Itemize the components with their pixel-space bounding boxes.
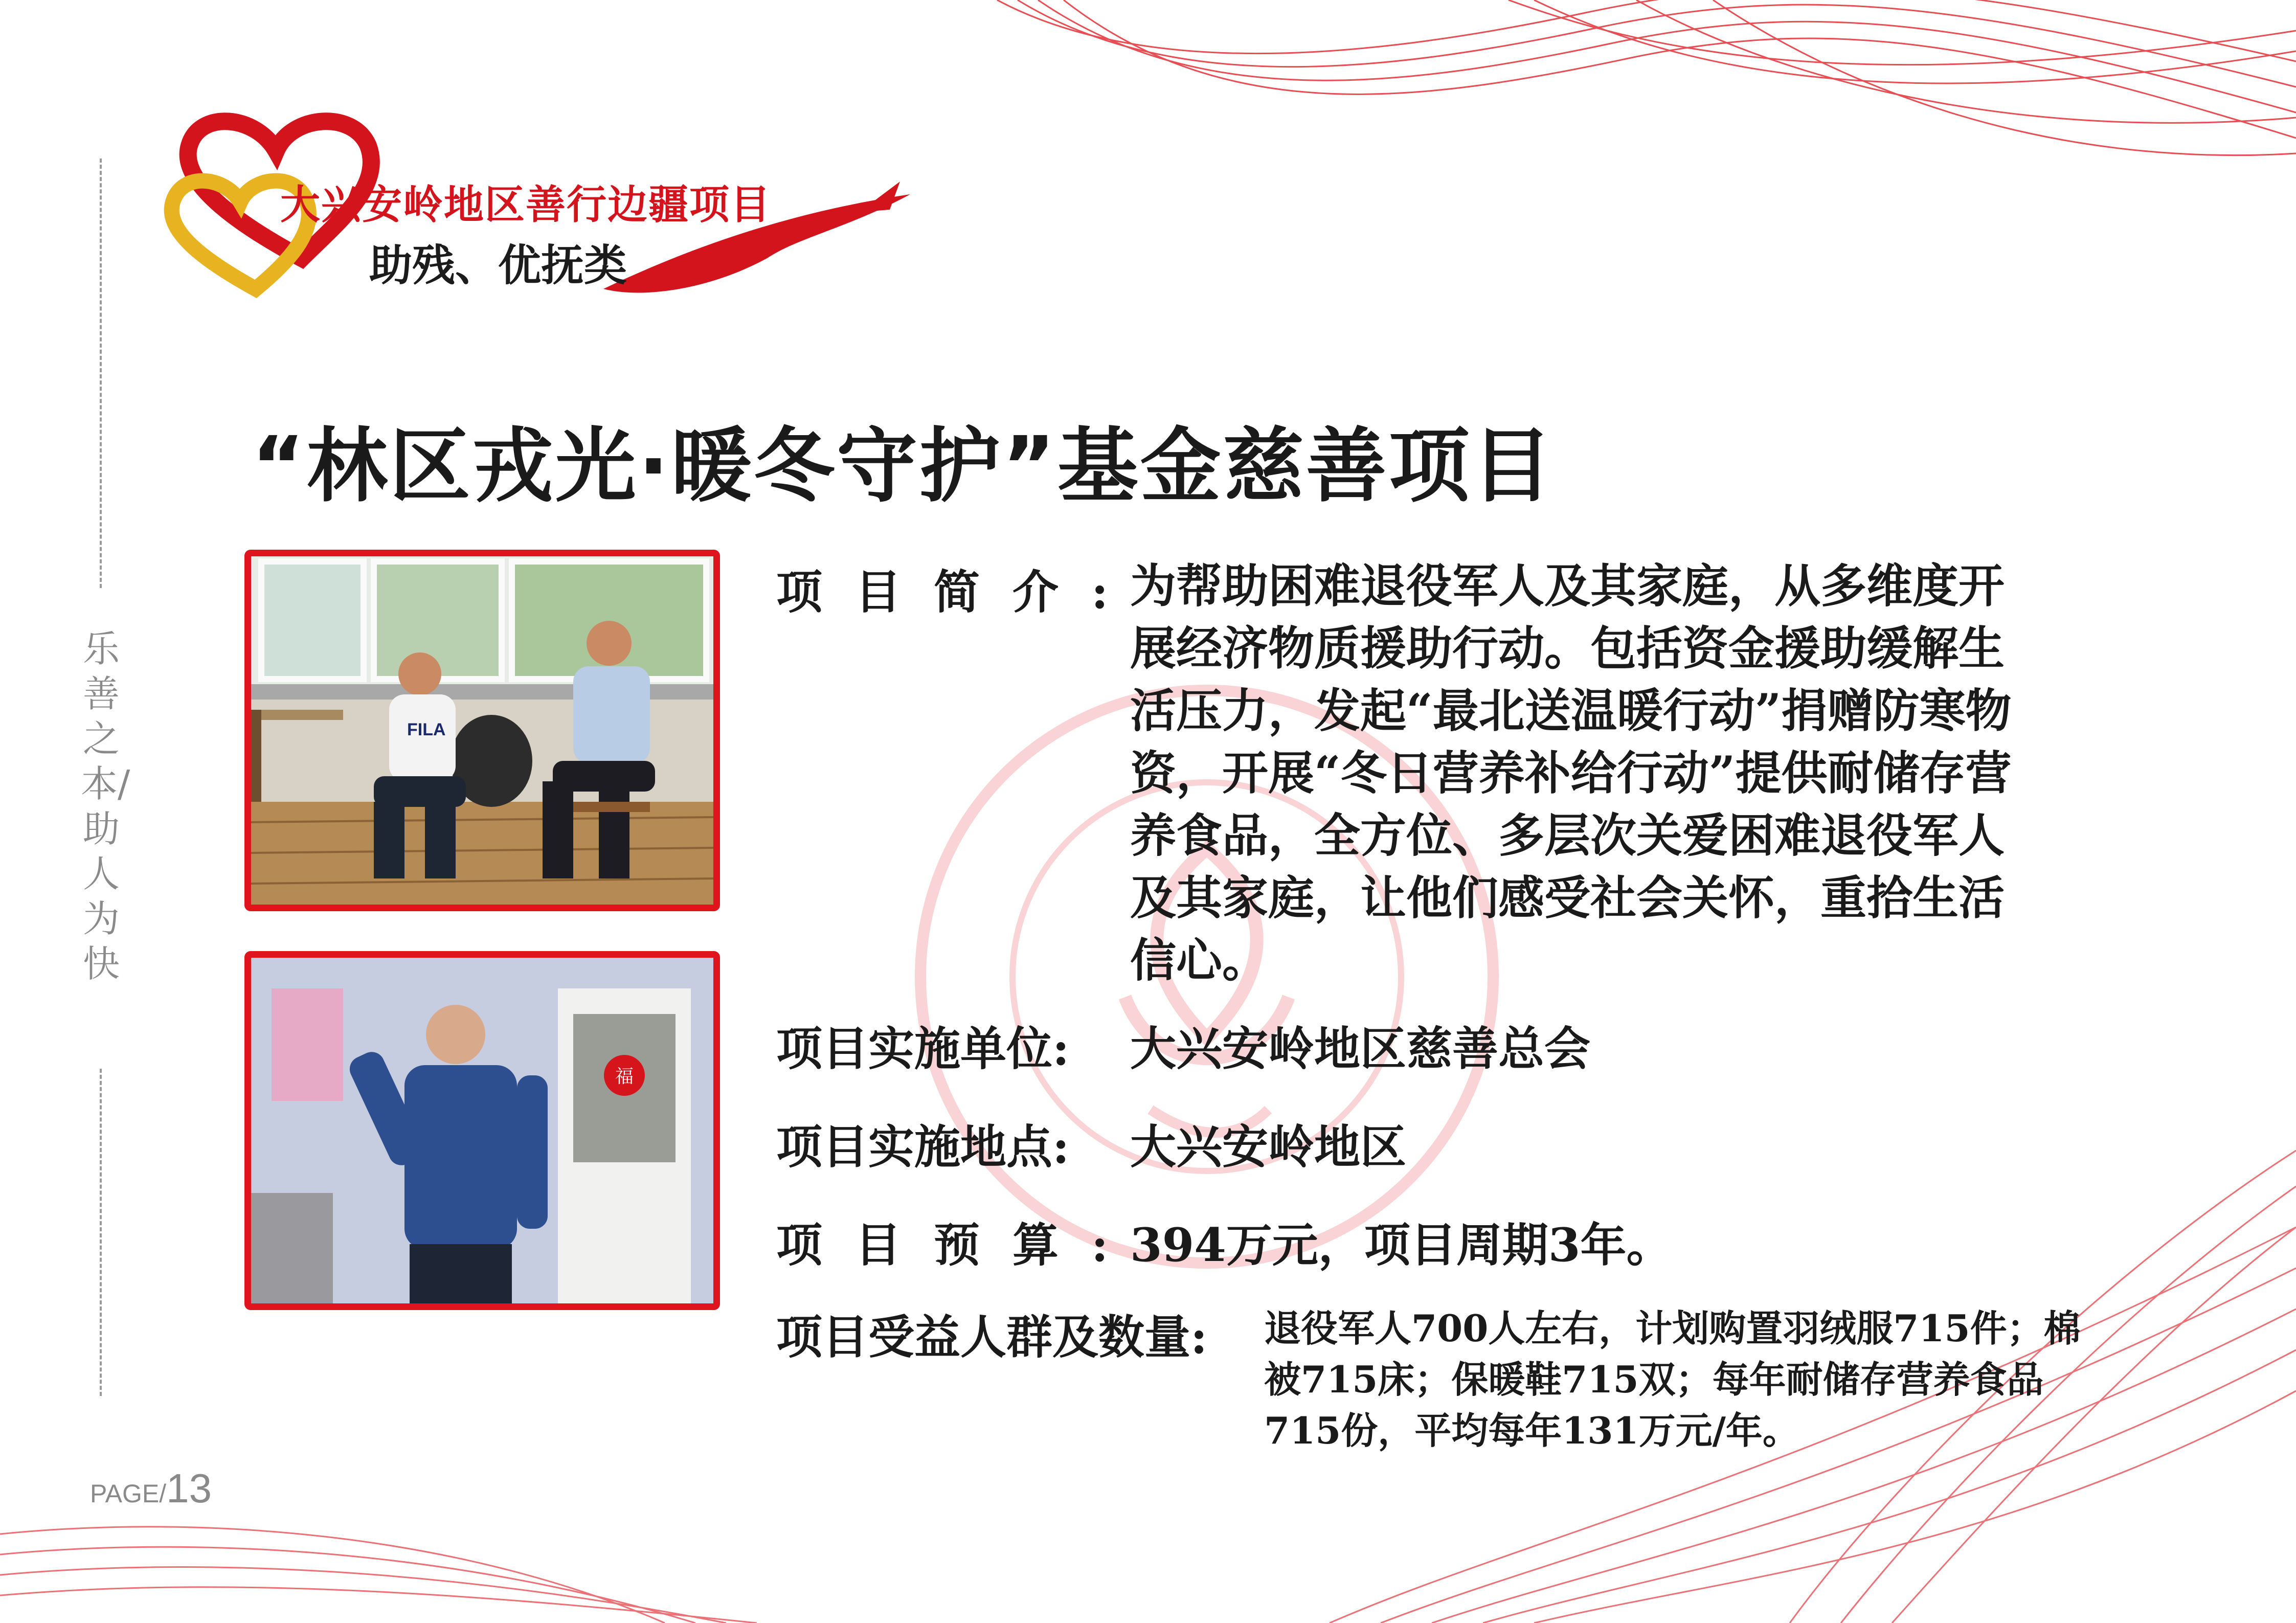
page-title: “林区戎光·暖冬守护”基金慈善项目 [252,419,1555,513]
beneficiaries-label: 项目受益人群及数量: [776,1310,1208,1364]
header-title: 大兴安岭地区善行边疆项目 [280,182,772,228]
beneficiaries-text: 退役军人700人左右，计划购置羽绒服715件；棉被715床；保暖鞋715双；每年耐储存营养食品715份，平均每年131万元/年。 [1264,1306,2081,1452]
door-character: 福 [615,1066,634,1087]
photo-visit [244,550,720,911]
shirt-logo: FILA [407,720,446,739]
intro-label: 项目简介: [776,565,1141,619]
intro-text: 为帮助困难退役军人及其家庭，从多维度开展经济物质援助行动。包括资金援助缓解生活压力，发起“最北送温暖行动”捐赠防寒物资，开展“冬日营养补给行动”提供耐储存营养食品，全方位、多层次关爱困难退役军人及其家庭，让他们感受社会关怀，重拾生活信心。 [1130,559,2012,987]
side-divider-top [100,159,102,588]
side-slogan: 乐善之本/助人为快 [81,627,130,985]
unit-label: 项目实施单位: [776,1022,1070,1076]
page-number-value: 13 [166,1466,212,1511]
unit-text: 大兴安岭地区慈善总会 [1130,1022,1590,1076]
side-divider-bottom [100,1069,102,1396]
budget-text: 394万元，项目周期3年。 [1130,1218,1673,1272]
header-subtitle: 助残、优抚类 [369,240,627,290]
page-label: PAGE/ [90,1479,167,1508]
place-text: 大兴安岭地区 [1130,1120,1406,1174]
page-number [90,1465,212,1512]
budget-label: 项目预算: [776,1218,1141,1272]
place-label: 项目实施地点: [776,1120,1070,1174]
photo-veteran-salute [244,951,720,1310]
